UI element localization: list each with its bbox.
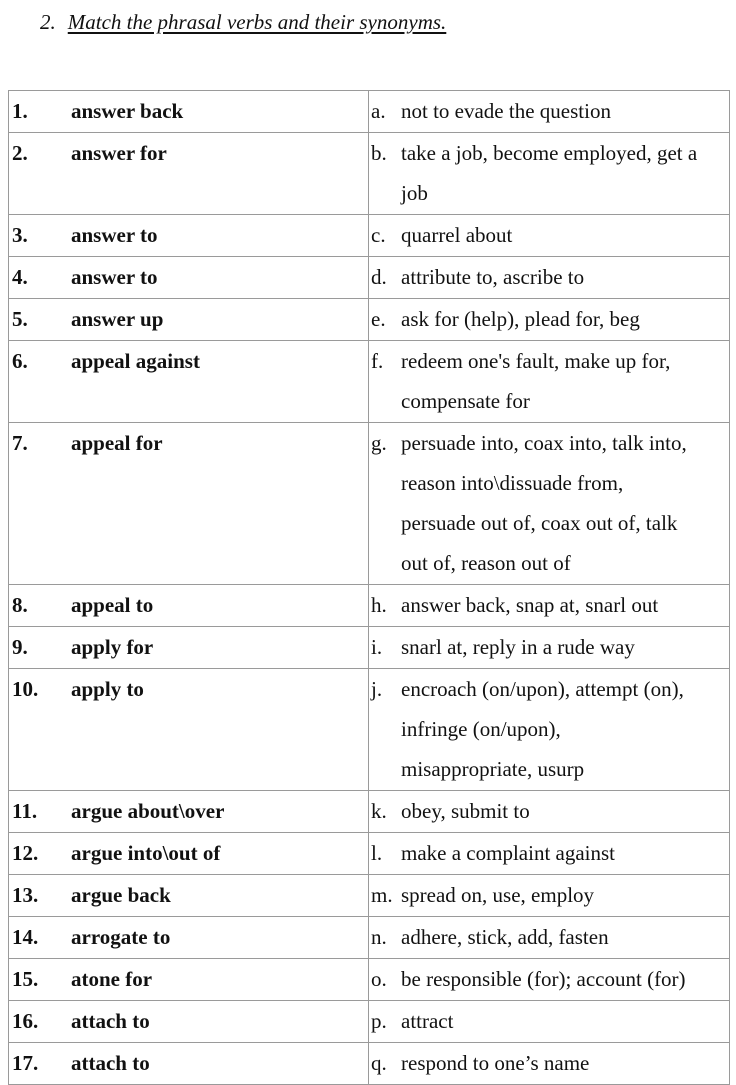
synonym-cell <box>369 91 730 133</box>
matching-table <box>8 90 730 1085</box>
exercise-heading <box>40 10 446 35</box>
phrasal-verb: answer back <box>71 99 184 123</box>
phrasal-verb: answer up <box>71 307 164 331</box>
phrasal-verb-cell <box>9 791 369 833</box>
table-row <box>9 257 730 299</box>
synonym-cell <box>369 627 730 669</box>
item-number: 10. <box>12 677 39 701</box>
phrasal-verb-cell <box>9 627 369 669</box>
synonym-letter: d. <box>371 265 387 289</box>
phrasal-verb: argue about\over <box>71 799 225 823</box>
synonym-text: answer back, snap at, snarl out <box>401 593 659 617</box>
synonym-letter: c. <box>371 223 386 247</box>
synonym-letter: g. <box>371 431 387 455</box>
phrasal-verb: arrogate to <box>71 925 171 949</box>
synonym-text: attribute to, ascribe to <box>401 265 585 289</box>
synonym-letter: n. <box>371 925 387 949</box>
synonym-text: respond to one’s name <box>401 1051 590 1075</box>
synonym-letter: b. <box>371 141 387 165</box>
phrasal-verb-cell <box>9 917 369 959</box>
synonym-text: attract <box>401 1009 454 1033</box>
phrasal-verb-cell <box>9 585 369 627</box>
synonym-text: ask for (help), plead for, beg <box>401 307 640 331</box>
phrasal-verb-cell <box>9 833 369 875</box>
phrasal-verb-cell <box>9 133 369 215</box>
synonym-text: encroach (on/upon), attempt (on), infringe (on/upon), misappropriate, usurp <box>401 677 684 781</box>
table-row <box>9 669 730 791</box>
item-number: 7. <box>12 431 28 455</box>
table-row <box>9 1001 730 1043</box>
item-number: 11. <box>12 799 38 823</box>
phrasal-verb: answer for <box>71 141 167 165</box>
phrasal-verb-cell <box>9 299 369 341</box>
item-number: 12. <box>12 841 39 865</box>
exercise-number: 2. <box>40 10 56 34</box>
synonym-letter: f. <box>371 349 384 373</box>
phrasal-verb-cell <box>9 341 369 423</box>
synonym-text: redeem one's fault, make up for, compensate for <box>401 349 671 413</box>
synonym-cell <box>369 1001 730 1043</box>
synonym-cell <box>369 917 730 959</box>
phrasal-verb: appeal to <box>71 593 154 617</box>
table-row <box>9 341 730 423</box>
synonym-cell <box>369 833 730 875</box>
phrasal-verb: apply for <box>71 635 154 659</box>
synonym-text: quarrel about <box>401 223 513 247</box>
table-row <box>9 917 730 959</box>
synonym-cell <box>369 341 730 423</box>
table-row <box>9 627 730 669</box>
phrasal-verb: appeal for <box>71 431 163 455</box>
synonym-text: obey, submit to <box>401 799 530 823</box>
synonym-text: snarl at, reply in a rude way <box>401 635 635 659</box>
synonym-cell <box>369 423 730 585</box>
phrasal-verb: attach to <box>71 1009 150 1033</box>
synonym-letter: m. <box>371 883 393 907</box>
phrasal-verb-cell <box>9 669 369 791</box>
table-row <box>9 423 730 585</box>
synonym-cell <box>369 257 730 299</box>
synonym-text: not to evade the question <box>401 99 611 123</box>
phrasal-verb-cell <box>9 91 369 133</box>
table-row <box>9 91 730 133</box>
synonym-letter: p. <box>371 1009 387 1033</box>
item-number: 9. <box>12 635 28 659</box>
item-number: 15. <box>12 967 39 991</box>
phrasal-verb-cell <box>9 959 369 1001</box>
table-row <box>9 299 730 341</box>
item-number: 1. <box>12 99 28 123</box>
synonym-text: take a job, become employed, get a job <box>401 141 698 205</box>
synonym-cell <box>369 215 730 257</box>
phrasal-verb-cell <box>9 875 369 917</box>
synonym-letter: e. <box>371 307 386 331</box>
synonym-text: make a complaint against <box>401 841 616 865</box>
synonym-text: adhere, stick, add, fasten <box>401 925 609 949</box>
phrasal-verb: answer to <box>71 223 158 247</box>
table-row <box>9 791 730 833</box>
exercise-title: Match the phrasal verbs and their synonyms. <box>67 10 447 34</box>
phrasal-verb: attach to <box>71 1051 150 1075</box>
matching-table-body <box>9 91 730 1085</box>
phrasal-verb: answer to <box>71 265 158 289</box>
phrasal-verb-cell <box>9 423 369 585</box>
synonym-letter: k. <box>371 799 387 823</box>
table-row <box>9 215 730 257</box>
table-row <box>9 1043 730 1085</box>
synonym-cell <box>369 299 730 341</box>
synonym-text: persuade into, coax into, talk into, reason into\dissuade from, persuade out of, coax out of, talk out of, reason out of <box>401 431 687 575</box>
phrasal-verb: apply to <box>71 677 144 701</box>
synonym-cell <box>369 133 730 215</box>
phrasal-verb: appeal against <box>71 349 200 373</box>
item-number: 3. <box>12 223 28 247</box>
item-number: 16. <box>12 1009 39 1033</box>
item-number: 8. <box>12 593 28 617</box>
item-number: 2. <box>12 141 28 165</box>
synonym-letter: a. <box>371 99 386 123</box>
synonym-cell <box>369 791 730 833</box>
phrasal-verb: argue into\out of <box>71 841 221 865</box>
synonym-cell <box>369 585 730 627</box>
synonym-text: be responsible (for); account (for) <box>401 967 686 991</box>
table-row <box>9 875 730 917</box>
synonym-cell <box>369 959 730 1001</box>
phrasal-verb: atone for <box>71 967 153 991</box>
item-number: 4. <box>12 265 28 289</box>
synonym-text: spread on, use, employ <box>401 883 595 907</box>
synonym-cell <box>369 1043 730 1085</box>
item-number: 6. <box>12 349 28 373</box>
phrasal-verb-cell <box>9 1043 369 1085</box>
item-number: 5. <box>12 307 28 331</box>
table-row <box>9 833 730 875</box>
table-row <box>9 133 730 215</box>
synonym-cell <box>369 875 730 917</box>
phrasal-verb: argue back <box>71 883 171 907</box>
table-row <box>9 959 730 1001</box>
item-number: 13. <box>12 883 39 907</box>
phrasal-verb-cell <box>9 257 369 299</box>
phrasal-verb-cell <box>9 1001 369 1043</box>
table-row <box>9 585 730 627</box>
synonym-cell <box>369 669 730 791</box>
phrasal-verb-cell <box>9 215 369 257</box>
synonym-letter: h. <box>371 593 387 617</box>
synonym-letter: l. <box>371 841 383 865</box>
synonym-letter: q. <box>371 1051 387 1075</box>
item-number: 17. <box>12 1051 39 1075</box>
synonym-letter: i. <box>371 635 383 659</box>
item-number: 14. <box>12 925 39 949</box>
synonym-letter: j. <box>371 677 383 701</box>
synonym-letter: o. <box>371 967 387 991</box>
